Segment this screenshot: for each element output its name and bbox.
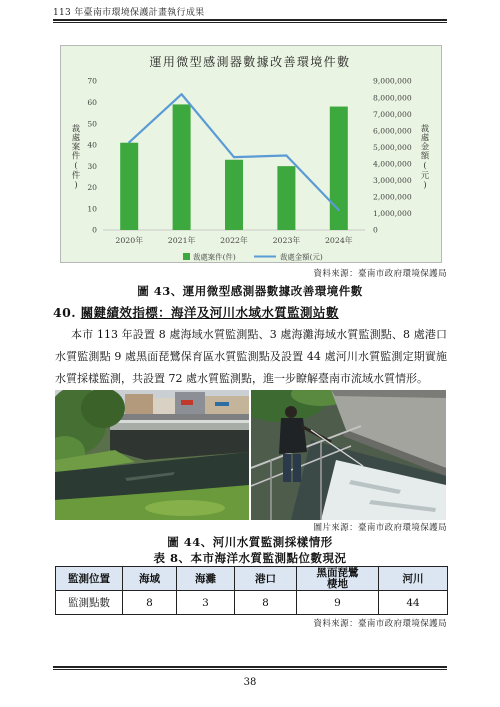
- river-bridge-photo-image: [55, 390, 249, 520]
- header-cell: [297, 567, 379, 591]
- left-y-tick-label: 40: [87, 140, 97, 150]
- right-y-tick-label: 3,000,000: [373, 176, 412, 186]
- header-cell: 監測位置: [56, 567, 123, 591]
- left-y-tick-label: 10: [87, 204, 97, 214]
- legend-label-amount: 裁處金額(元): [280, 252, 323, 262]
- header-cell: 港口: [235, 567, 297, 591]
- table8-source: 資料來源：臺南市政府環境保護局: [313, 619, 447, 629]
- running-header-title: 113 年臺南市環境保護計畫執行成果: [53, 8, 205, 18]
- person-head: [285, 406, 297, 418]
- left-y-tick-label: 70: [87, 76, 97, 86]
- section-title: 關鍵績效指標：海洋及河川水域水質監測站數: [80, 305, 339, 320]
- cases-and-fines-chart: [60, 45, 442, 263]
- cases-bar: [120, 143, 138, 230]
- figure43-caption: 圖 43、運用微型感測器數據改善環境件數: [137, 284, 363, 298]
- legend-swatch-cases: [183, 253, 190, 260]
- x-category-label: 2024年: [324, 236, 353, 245]
- person-leg: [283, 454, 291, 482]
- person-leg: [293, 454, 301, 482]
- header-rule: [53, 19, 447, 23]
- footer-rule: [53, 666, 447, 670]
- shop-sign: [215, 402, 229, 406]
- fine-amount-point: [285, 154, 287, 156]
- table-cell: 8: [123, 591, 177, 615]
- section-number: 40.: [53, 305, 76, 320]
- table-cell: 8: [235, 591, 297, 615]
- right-y-tick-label: 2,000,000: [373, 192, 412, 202]
- fine-amount-point: [233, 156, 235, 158]
- left-y-tick-label: 0: [92, 225, 97, 235]
- bridge-railing: [110, 420, 249, 423]
- right-y-tick-label: 7,000,000: [373, 109, 412, 119]
- left-y-tick-label: 20: [87, 183, 97, 193]
- cases-bar: [225, 160, 243, 230]
- left-y-tick-label: 30: [87, 161, 97, 171]
- figure44-source: 圖片來源：臺南市政府環境保護局: [313, 523, 447, 533]
- fine-amount-point: [128, 141, 130, 143]
- figure44-caption: 圖 44、河川水質監測採樣情形: [167, 535, 333, 549]
- table-cell: 3: [177, 591, 235, 615]
- header-cell: 河川: [379, 567, 448, 591]
- right-y-tick-label: 8,000,000: [373, 93, 412, 103]
- table-header-row: [56, 567, 448, 591]
- right-y-axis-label: 裁處金額(元): [420, 124, 430, 191]
- page-number: 38: [243, 677, 257, 688]
- person-body: [279, 418, 307, 454]
- legend-label-cases: 裁處案件(件): [193, 252, 236, 262]
- chart-canvas: [61, 46, 441, 262]
- table-row: [56, 591, 448, 615]
- body-paragraph: 本市 113 年設置 8 處海域水質監測點、3 處海灘海域水質監測點、8 處港口水質監測點 9 處黑面琵鷺保育區水質監測點及設置 44 處河川水質監測定期實施水質採樣監測，共設置 72 處水質監測點，進一步瞭解臺南市流域水質情形。: [55, 328, 447, 385]
- left-y-tick-label: 60: [87, 97, 97, 107]
- left-y-axis-label: 裁處案件(件): [71, 124, 81, 191]
- right-y-tick-label: 6,000,000: [373, 126, 412, 136]
- cases-bar: [330, 107, 348, 230]
- right-y-tick-label: 9,000,000: [373, 76, 412, 86]
- water-sampling-photo-image: [251, 390, 446, 520]
- x-category-label: 2022年: [220, 236, 248, 245]
- river-bridge-photo: [55, 390, 249, 520]
- x-category-label: 2020年: [115, 236, 144, 245]
- cases-bar: [277, 166, 295, 230]
- fine-amount-point: [181, 93, 183, 95]
- table8-caption: 表 8、本市海洋水質監測點位數現況: [153, 551, 347, 565]
- cases-bar: [173, 104, 191, 230]
- right-y-tick-label: 4,000,000: [373, 159, 412, 169]
- section-heading: [53, 305, 339, 321]
- shop-sign: [181, 400, 193, 405]
- table-cell: 監測點數: [56, 591, 123, 615]
- table-cell: 9: [297, 591, 379, 615]
- table-cell: 44: [379, 591, 448, 615]
- x-category-label: 2023年: [272, 236, 301, 245]
- figure43-source: 資料來源：臺南市政府環境保護局: [313, 269, 447, 279]
- water-sampling-photo: [251, 390, 446, 520]
- header-cell: 海灘: [177, 567, 235, 591]
- street: [115, 414, 249, 420]
- bridge-deck: [110, 423, 249, 430]
- fine-amount-point: [338, 209, 340, 211]
- left-y-tick-label: 50: [87, 119, 97, 129]
- monitoring-points-table: [55, 566, 448, 615]
- grass-patch: [145, 500, 225, 516]
- header-cell: 海域: [123, 567, 177, 591]
- right-y-tick-label: 5,000,000: [373, 142, 412, 152]
- chart-title: 運用微型感測器數據改善環境件數: [149, 55, 351, 69]
- right-y-tick-label: 0: [373, 225, 378, 235]
- header-cell-text: 黑面琵鷺棲地: [316, 566, 359, 590]
- right-y-tick-label: 1,000,000: [373, 209, 412, 219]
- x-category-label: 2021年: [167, 236, 196, 245]
